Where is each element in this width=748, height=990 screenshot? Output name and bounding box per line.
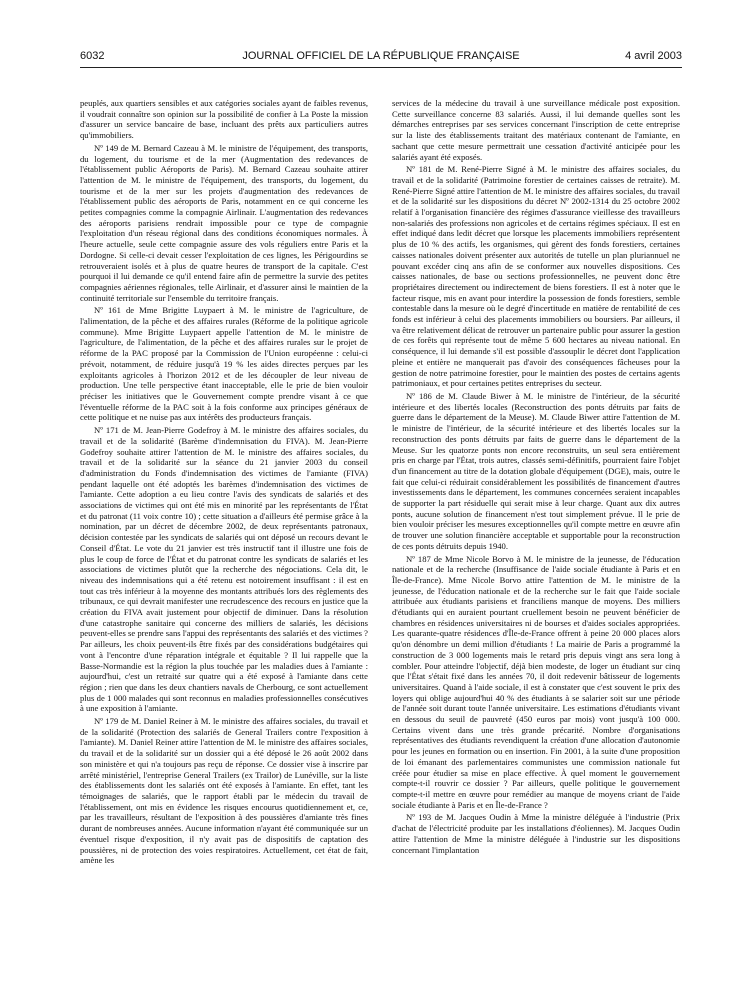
header-rule	[80, 67, 682, 68]
page-header	[80, 50, 682, 66]
page-number: 6032	[80, 50, 105, 62]
publication-date: 4 avril 2003	[625, 50, 682, 62]
paragraph: Nº 179 de M. Daniel Reiner à M. le ministre des affaires sociales, du travail et de la solidarité (Protection des salariés de General Trailers contre l'exposition à l'amiante). M. Daniel Reiner attire l'attention de M. le ministre des affaires sociales, du travail et de la solidarité sur un dossier qui a été déposé le 26 août 2002 dans son ministère et qui n'a toujours pas reçu de réponse. Ce dossier vise à inscrire par arrêté ministériel, l'entreprise General Trailers (ex Trailor) de Lunéville, sur la liste des établissements dont les salariés ont été exposés à l'amiante. En effet, tant les témoignages de salariés, que le rapport établi par le médecin du travail de l'établissement, ont mis en évidence les risques encourus quotidiennement et, ce, par les travailleurs, résultant de l'exposition à des poussières d'amiante très fines durant de nombreuses années. Aucune information n'ayant été communiquée sur un éventuel risque d'exposition, il n'y avait pas de dispositifs de captation des poussières, ni de protection des voies respiratoires. Actuellement, cet état de fait, amène les	[80, 716, 368, 866]
journal-title: JOURNAL OFFICIEL DE LA RÉPUBLIQUE FRANÇAISE	[242, 50, 520, 62]
paragraph: Nº 193 de M. Jacques Oudin à Mme la ministre déléguée à l'industrie (Prix d'achat de l'électricité produite par les installations d'éoliennes). M. Jacques Oudin attire l'attention de Mme la ministre déléguée à l'industrie sur les dispositions concernant l'implantation	[392, 812, 680, 855]
paragraph: peuplés, aux quartiers sensibles et aux catégories sociales ayant de faibles revenus, il voudrait connaître son opinion sur la possibilité de confier à La Poste la mission d'assurer un service bancaire de base, incluant des prêts aux particuliers autres qu'immobiliers.	[80, 98, 368, 141]
paragraph: Nº 161 de Mme Brigitte Luypaert à M. le ministre de l'agriculture, de l'alimentation, de la pêche et des affaires rurales (Réforme de la politique agricole commune). Mme Brigitte Luypaert appelle l'attention de M. le ministre de l'agriculture, de l'alimentation, de la pêche et des affaires rurales sur le projet de réforme de la PAC proposé par la Commission de l'Union européenne : celui-ci prévoit, notamment, de réduire jusqu'à 19 % les aides directes perçues par les exploitants agricoles à l'horizon 2012 et de les découpler de leur niveau de production. Une telle perspective étant inacceptable, elle le prie de bien vouloir préciser les initiatives que le Gouvernement compte prendre visant à ce que l'éventuelle réforme de la PAC soit à la fois conforme aux principes généraux de cette politique et ne nuise pas aux intérêts des producteurs français.	[80, 305, 368, 423]
paragraph: Nº 181 de M. René-Pierre Signé à M. le ministre des affaires sociales, du travail et de la solidarité (Patrimoine forestier de certaines caisses de retraite). M. René-Pierre Signé attire l'attention de M. le ministre des affaires sociales, du travail et de la solidarité sur les dispositions du décret Nº 2002-1314 du 25 octobre 2002 relatif à l'organisation financière des régimes d'assurance vieillesse des travailleurs non-salariés des professions non agricoles et de certains régimes spéciaux. Il est en effet indiqué dans ledit décret que lorsque les placements immobiliers représentent plus de 10 % des actifs, les organismes, qui gèrent des fonds forestiers, certaines caisses nationales doivent présenter aux autorités de tutelle un plan pluriannuel ne pouvant excéder cinq ans afin de se conformer aux nouvelles dispositions. Ces caisses nationales, de base ou sections professionnelles, ne peuvent donc être propriétaires directement ou indirectement de biens forestiers. Il est à noter que le facteur risque, mis en avant pour interdire la possession de fonds forestiers, semble contestable dans la mesure où le degré d'incertitude en matière de rentabilité de ces fonds est inférieur à celui des placements immobiliers ou boursiers. Par ailleurs, il va être relativement délicat de retrouver un partenaire public pour assurer la gestion de ces forêts qui représente tout de même 5 600 hectares au niveau national. En conséquence, il lui demande s'il est possible d'assouplir le décret dont l'application pleine et entière ne manquerait pas d'avoir des conséquences fâcheuses pour la gestion de notre patrimoine forestier, pour le maintien des postes de certains agents patrimoniaux, et pour certaines petites entreprises du secteur.	[392, 164, 680, 389]
paragraph: Nº 149 de M. Bernard Cazeau à M. le ministre de l'équipement, des transports, du logement, du tourisme et de la mer (Augmentation des redevances de l'établissement public Aéroports de Paris). M. Bernard Cazeau souhaite attirer l'attention de M. le ministre de l'équipement, des transports, du logement, du tourisme et de la mer sur les projets d'augmentation des redevances de l'établissement public des aéroports de Paris, notamment en ce qui concerne les petites compagnies comme la compagnie Airlinair. L'augmentation des redevances des aéroports parisiens rendrait impossible pour ce type de compagnie l'exploitation d'un réseau régional dans des conditions économiques normales. À l'heure actuelle, seule cette compagnie assure des vols réguliers entre Paris et la Dordogne. Si celle-ci devait cesser l'exploitation de ces lignes, les Périgourdins se retrouveraient isolés et à plus de quatre heures de transport de la capitale. C'est pourquoi il lui demande ce qu'il entend faire afin de permettre la survie des petites compagnies aériennes régionales, telle Airlinair, et d'assurer ainsi le maintien de la continuité territoriale sur l'ensemble du territoire français.	[80, 142, 368, 303]
paragraph: services de la médecine du travail à une surveillance médicale post exposition. Cette surveillance concerne 83 salariés. Aussi, il lui demande quelles sont les démarches entreprises par ses services concernant l'inscription de cette entreprise sur la liste des établissements traitant des matériaux contenant de l'amiante, en sachant que cette mesure permettrait une cessation d'activité anticipée pour les salariés ayant été exposés.	[392, 98, 680, 162]
paragraph: Nº 187 de Mme Nicole Borvo à M. le ministre de la jeunesse, de l'éducation nationale et de la recherche (Insuffisance de l'aide sociale étudiante à Paris et en Île-de-France). Mme Nicole Borvo attire l'attention de M. le ministre de la jeunesse, de l'éducation nationale et de la recherche sur le fait que l'aide sociale attribuée aux étudiants parisiens et franciliens manque de moyens. Des milliers d'étudiants qui en auraient pourtant cruellement besoin ne peuvent bénéficier de chambres en résidences universitaires ni de bourses et d'aides sociales appropriées. Les quarante-quatre résidences d'Île-de-France offrent à peine 20 000 places alors qu'on dénombre un demi million d'étudiants ! La mairie de Paris a programmé la construction de 3 000 logements mais le retard pris depuis vingt ans sera long à combler. Pour atteindre l'objectif, déjà bien modeste, de loger un étudiant sur cinq que l'État s'était fixé dans les années 70, il doit redevenir bâtisseur de logements universitaires. Quand à l'aide sociale, il est à constater que c'est souvent le prix des loyers qui oblige aujourd'hui 40 % des étudiants à se salarier soit sur une période de l'année soit durant toute l'année universitaire. Les estimations d'étudiants vivant en dessous du seuil de pauvreté (450 euros par mois) vont jusqu'à 100 000. Certains vivent dans une très grande précarité. Nombre d'organisations représentatives des étudiants revendiquent la création d'une allocation d'autonomie pour les jeunes en formation ou en insertion. Fin 2001, à la suite d'une proposition de loi émanant des parlementaires communistes une commission nationale fut créée pour étudier sa mise en place effective. À quel moment le gouvernement compte-t-il rouvrir ce dossier ? Par ailleurs, quelle politique le gouvernement compte-t-il mettre en œuvre pour remédier au manque de moyens criant de l'aide sociale étudiante à Paris et en Île-de-France ?	[392, 553, 680, 810]
left-column	[80, 98, 368, 978]
right-column	[392, 98, 680, 978]
paragraph: Nº 171 de M. Jean-Pierre Godefroy à M. le ministre des affaires sociales, du travail et de la solidarité (Barème d'indemnisation du FIVA). M. Jean-Pierre Godefroy souhaite attirer l'attention de M. le ministre des affaires sociales, du travail et de la solidarité sur la séance du 21 janvier 2003 du conseil d'administration du Fonds d'indemnisation des victimes de l'amiante (FIVA) pendant laquelle ont été adoptés les barèmes d'indemnisation des victimes de l'amiante. Cette adoption a eu lieu contre l'avis des syndicats de salariés et des associations de victimes qui ont été mis en minorité par les représentants de l'État et du patronat (11 voix contre 10) ; cette situation a d'ailleurs été permise grâce à la nomination, par un décret de décembre 2002, de deux représentants patronaux, décision contestée par les syndicats de salariés qui ont déposé un recours devant le Conseil d'État. Le vote du 21 janvier est très instructif tant il illustre une fois de plus le coup de force de l'État et du patronat contre les syndicats de salariés et les associations de victimes plutôt que la recherche des négociations. Cela dit, le niveau des indemnisations qui a été retenu est notoirement insuffisant : il est en tout cas très inférieur à la moyenne des montants attribués lors des règlements des tribunaux, ce qui devrait manifester une recrudescence des recours en justice que la création du FIVA avait justement pour objectif de diminuer. Dans la résolution d'une catastrophe sanitaire qui concerne des milliers de salariés, les décisions peuvent-elles se prendre sans l'appui des représentants des salariés et des victimes ? Par ailleurs, les choix peuvent-ils être fixés par des considérations budgétaires qui vont à l'encontre d'une réparation intégrale et équitable ? Il lui rappelle que la Basse-Normandie est la région la plus touchée par les maladies dues à l'amiante : aujourd'hui, c'est un retraité sur quatre qui a été exposé à l'amiante dans cette région ; rien que dans les deux chantiers navals de Cherbourg, ce sont actuellement plus de 1 000 malades qui sont reconnus en maladies professionnelles consécutives à une exposition à l'amiante.	[80, 425, 368, 714]
paragraph: Nº 186 de M. Claude Biwer à M. le ministre de l'intérieur, de la sécurité intérieure et des libertés locales (Reconstruction des ponts détruits par faits de guerre dans le département de la Meuse). M. Claude Biwer attire l'attention de M. le ministre de l'intérieur, de la sécurité intérieure et des libertés locales sur la reconstruction des ponts détruits par faits de guerre dans le département de la Meuse. Sur les quatorze ponts non encore reconstruits, un seul sera entièrement pris en charge par l'État, trois autres, classés semi-définitifs, pourraient faire l'objet d'un financement au titre de la dotation globale d'équipement (DGE), mais, outre le fait que celui-ci réduirait considérablement les possibilités de financement d'autres investissements dans le département, les communes concernées seraient incapables de supporter la part résiduelle qui serait mise à leur charge. Quant aux dix autres ponts, aucune solution de financement n'est tout simplement prévue. Il le prie de bien vouloir préciser les mesures exceptionnelles qu'il compte mettre en œuvre afin de trouver une solution financière acceptable et supportable pour la reconstruction de ces ponts détruits depuis 1940.	[392, 390, 680, 551]
